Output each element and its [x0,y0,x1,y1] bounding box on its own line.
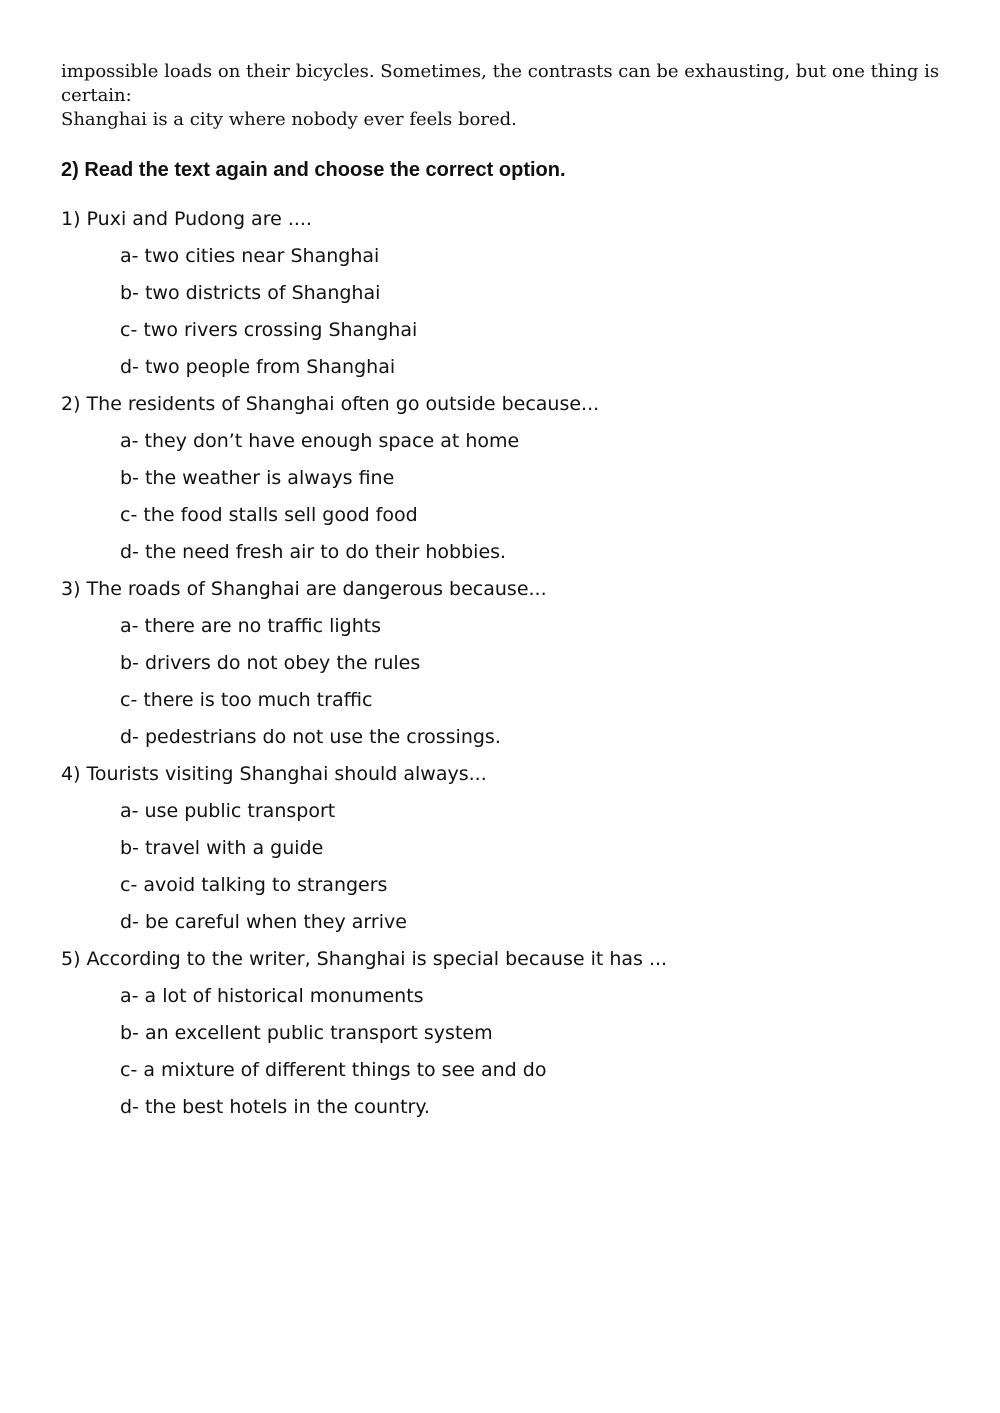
option-d[interactable]: d- pedestrians do not use the crossings. [120,726,501,748]
option-c[interactable]: c- avoid talking to strangers [120,874,388,896]
option-a[interactable]: a- two cities near Shanghai [120,245,380,267]
option-d[interactable]: d- two people from Shanghai [120,356,396,378]
question-4 [61,759,961,944]
option-d[interactable]: d- the best hotels in the country. [120,1096,430,1118]
question-2 [61,389,961,574]
option-a[interactable]: a- a lot of historical monuments [120,985,424,1007]
question-text: 5) According to the writer, Shanghai is special because it has ... [61,948,668,970]
option-a[interactable]: a- there are no traffic lights [120,615,382,637]
question-list [61,204,961,1129]
option-b[interactable]: b- travel with a guide [120,837,324,859]
option-d[interactable]: d- the need fresh air to do their hobbies. [120,541,507,563]
intro-line: impossible loads on their bicycles. Sometimes, the contrasts can be exhausting, but one thing is certain: [61,61,940,106]
question-3 [61,574,961,759]
option-c[interactable]: c- a mixture of different things to see and do [120,1059,547,1081]
option-b[interactable]: b- drivers do not obey the rules [120,652,421,674]
option-b[interactable]: b- an excellent public transport system [120,1022,493,1044]
option-a[interactable]: a- use public transport [120,800,336,822]
question-1 [61,204,961,389]
option-b[interactable]: b- the weather is always fine [120,467,395,489]
intro-paragraph [61,60,961,132]
question-text: 4) Tourists visiting Shanghai should always... [61,763,487,785]
option-b[interactable]: b- two districts of Shanghai [120,282,381,304]
option-d[interactable]: d- be careful when they arrive [120,911,407,933]
option-c[interactable]: c- there is too much traffic [120,689,373,711]
option-c[interactable]: c- the food stalls sell good food [120,504,418,526]
intro-line: Shanghai is a city where nobody ever feels bored. [61,109,517,130]
question-text: 1) Puxi and Pudong are .... [61,208,312,230]
option-c[interactable]: c- two rivers crossing Shanghai [120,319,418,341]
question-text: 3) The roads of Shanghai are dangerous because... [61,578,547,600]
exercise-heading: 2) Read the text again and choose the correct option. [61,159,566,181]
option-a[interactable]: a- they don’t have enough space at home [120,430,520,452]
question-text: 2) The residents of Shanghai often go outside because... [61,393,600,415]
question-5 [61,944,961,1129]
